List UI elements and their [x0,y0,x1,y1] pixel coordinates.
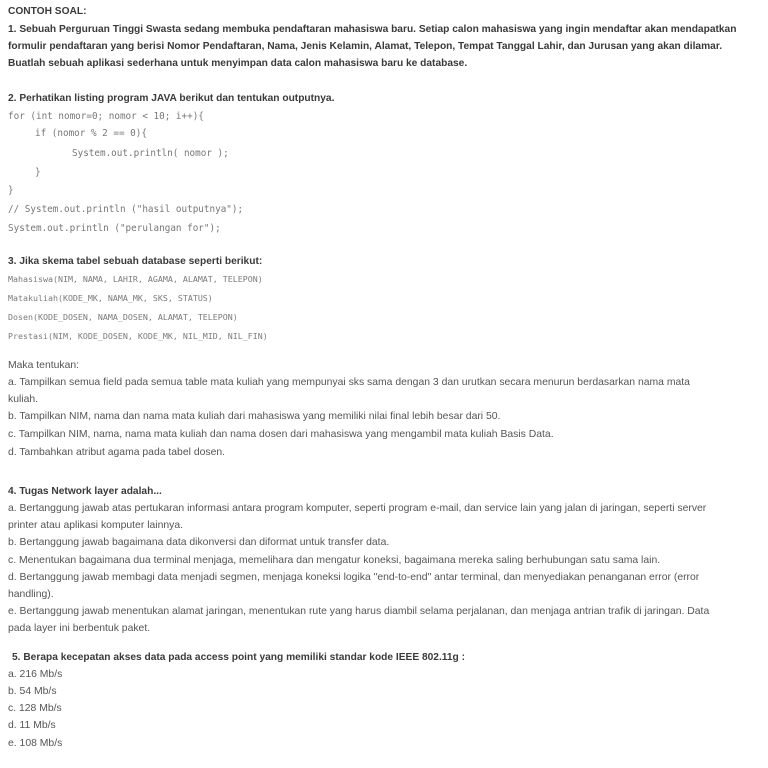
q3-item-a-cont: kuliah. [8,394,39,405]
q3-schema-prestasi: Prestasi(NIM, KODE_DOSEN, KODE_MK, NIL_MID, NIL_FIN) [8,331,268,341]
q2-code-line-6: // System.out.println ("hasil outputnya"); [8,204,244,215]
q1-line-3: Buatlah sebuah aplikasi sederhana untuk menyimpan data calon mahasiswa baru ke database. [8,58,468,69]
q5-option-b: b. 54 Mb/s [8,686,57,697]
q4-option-e-cont: pada layer ini berbentuk paket. [8,623,151,634]
q5-option-d: d. 11 Mb/s [8,720,56,731]
q3-item-c: c. Tampilkan NIM, nama, nama mata kuliah dan nama dosen dari mahasiswa yang mengambil mata kuliah Basis Data. [8,429,554,440]
q3-title: 3. Jika skema tabel sebuah database seperti berikut: [8,256,263,267]
q2-code-line-2: if (nomor % 2 == 0){ [35,128,147,139]
q3-schema-mahasiswa: Mahasiswa(NIM, NAMA, LAHIR, AGAMA, ALAMAT, TELEPON) [8,274,263,284]
q2-code-line-5: } [8,185,14,196]
q2-code-line-7: System.out.println ("perulangan for"); [8,223,221,234]
q4-option-d: d. Bertanggung jawab membagi data menjadi segmen, menjaga koneksi logika "end-to-end" antar terminal, dan menyediakan penanganan error (error [8,572,700,583]
q4-title: 4. Tugas Network layer adalah... [8,486,162,497]
q4-option-d-cont: handling). [8,589,54,600]
q2-title: 2. Perhatikan listing program JAVA berikut dan tentukan outputnya. [8,93,335,104]
q1-line-2: formulir pendaftaran yang berisi Nomor Pendaftaran, Nama, Jenis Kelamin, Alamat, Telepon, Tempat Tanggal Lahir, dan Jurusan yang akan dilamar. [8,41,723,52]
q3-item-a: a. Tampilkan semua field pada semua table mata kuliah yang mempunyai sks sama dengan 3 dan urutkan secara menurun berdasarkan nama mata [8,377,690,388]
q5-title: 5. Berapa kecepatan akses data pada access point yang memiliki standar kode IEEE 802.11g : [12,652,465,663]
q3-item-b: b. Tampilkan NIM, nama dan nama mata kuliah dari mahasiswa yang memiliki nilai final lebih besar dari 50. [8,411,501,422]
q3-schema-dosen: Dosen(KODE_DOSEN, NAMA_DOSEN, ALAMAT, TELEPON) [8,312,238,322]
q1-line-1: 1. Sebuah Perguruan Tinggi Swasta sedang membuka pendaftaran mahasiswa baru. Setiap calon mahasiswa yang ingin mendaftar akan mendapatkan [8,24,737,35]
q4-option-a-cont: printer atau aplikasi komputer lainnya. [8,520,184,531]
sheet-heading: CONTOH SOAL: [8,6,87,17]
q2-code-line-4: } [35,167,41,178]
q3-intro: Maka tentukan: [8,360,80,371]
q4-option-c: c. Menentukan bagaimana dua terminal menjaga, memelihara dan mengatur koneksi, bagaimana mereka saling berhubungan satu sama lain. [8,555,661,566]
q4-option-b: b. Bertanggung jawab bagaimana data dikonversi dan diformat untuk transfer data. [8,537,390,548]
q5-option-e: e. 108 Mb/s [8,738,63,749]
q4-option-e: e. Bertanggung jawab menentukan alamat jaringan, menentukan rute yang harus diambil selama perjalanan, dan menjaga antrian trafik di jaringan. Data [8,606,710,617]
q5-option-c: c. 128 Mb/s [8,703,62,714]
q3-item-d: d. Tambahkan atribut agama pada tabel dosen. [8,447,226,458]
q4-option-a: a. Bertanggung jawab atas pertukaran informasi antara program komputer, seperti program e-mail, dan service lain yang jalan di jaringan, seperti server [8,503,707,514]
q2-code-line-3: System.out.println( nomor ); [72,148,229,159]
q2-code-line-1: for (int nomor=0; nomor < 10; i++){ [8,111,204,122]
q5-option-a: a. 216 Mb/s [8,669,63,680]
q3-schema-matakuliah: Matakuliah(KODE_MK, NAMA_MK, SKS, STATUS) [8,293,213,303]
